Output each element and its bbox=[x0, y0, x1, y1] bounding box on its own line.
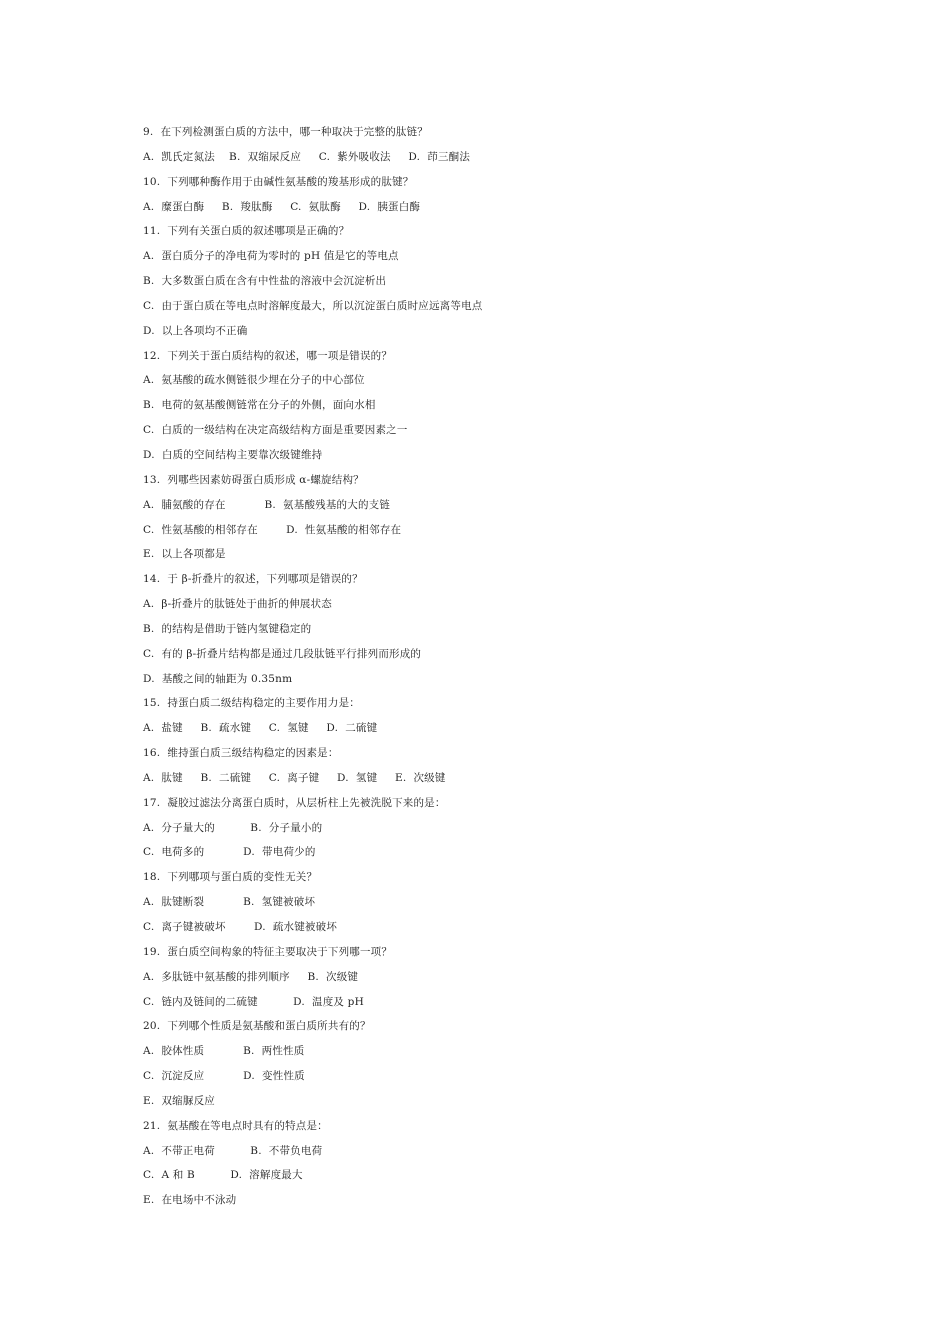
option-line: C. A 和 B D. 溶解度最大 bbox=[143, 1169, 303, 1182]
option-line: C. 离子键被破坏 D. 疏水键被破坏 bbox=[143, 921, 338, 933]
option-line: B. 电荷的氨基酸侧链常在分子的外侧，面向水相 bbox=[143, 399, 376, 412]
option-line: C. 沉淀反应 D. 变性性质 bbox=[143, 1070, 305, 1083]
question-line: 13. 列哪些因素妨碍蛋白质形成 α-螺旋结构？ bbox=[143, 473, 364, 486]
option-line: E. 双缩脲反应 bbox=[143, 1094, 215, 1107]
question-line: 10. 下列哪种酶作用于由碱性氨基酸的羧基形成的肽键？ bbox=[143, 175, 414, 188]
option-line: E. 以上各项都是 bbox=[143, 548, 226, 561]
option-line: A. 肽键 B. 二硫键 C. 离子键 D. 氢键 E. 次级键 bbox=[143, 771, 446, 784]
option-line: A. β-折叠片的肽链处于曲折的伸展状态 bbox=[143, 598, 332, 611]
question-line: 19. 蛋白质空间构象的特征主要取决于下列哪一项？ bbox=[143, 945, 393, 958]
option-line: C. 链内及链间的二硫键 D. 温度及 pH bbox=[143, 995, 364, 1008]
option-line: E. 在电场中不泳动 bbox=[143, 1194, 237, 1207]
option-line: A. 糜蛋白酶 B. 羧肽酶 C. 氨肽酶 D. 胰蛋白酶 bbox=[143, 200, 421, 213]
option-line: A. 分子量大的 B. 分子量小的 bbox=[143, 821, 323, 834]
option-line: B. 大多数蛋白质在含有中性盐的溶液中会沉淀析出 bbox=[143, 275, 387, 288]
option-line: D. 以上各项均不正确 bbox=[143, 324, 248, 337]
option-line: A. 盐键 B. 疏水键 C. 氢键 D. 二硫键 bbox=[143, 722, 378, 735]
option-line: C. 电荷多的 D. 带电荷少的 bbox=[143, 846, 316, 859]
option-line: A. 脯氨酸的存在 B. 氨基酸残基的大的支链 bbox=[143, 498, 391, 511]
option-line: D. 白质的空间结构主要靠次级键维持 bbox=[143, 448, 323, 461]
question-line: 9. 在下列检测蛋白质的方法中，哪一种取决于完整的肽链？ bbox=[143, 126, 428, 138]
question-line: 21. 氨基酸在等电点时具有的特点是： bbox=[143, 1119, 328, 1132]
option-line: C. 有的 β-折叠片结构都是通过几段肽链平行排列而形成的 bbox=[143, 647, 422, 660]
question-line: 17. 凝胶过滤法分离蛋白质时，从层析柱上先被洗脱下来的是： bbox=[143, 796, 446, 809]
option-line: A. 蛋白质分子的净电荷为零时的 pH 值是它的等电点 bbox=[143, 250, 399, 263]
option-line: A. 肽键断裂 B. 氢键被破坏 bbox=[143, 896, 316, 909]
question-line: 18. 下列哪项与蛋白质的变性无关？ bbox=[143, 871, 318, 884]
question-line: 14. 于 β-折叠片的叙述，下列哪项是错误的？ bbox=[143, 573, 363, 586]
question-line: 12. 下列关于蛋白质结构的叙述，哪一项是错误的？ bbox=[143, 349, 393, 362]
option-line: B. 的结构是借助于链内氢键稳定的 bbox=[143, 622, 312, 635]
document-body bbox=[143, 124, 903, 1217]
option-line: A. 氨基酸的疏水侧链很少埋在分子的中心部位 bbox=[143, 374, 365, 387]
question-line: 15. 持蛋白质二级结构稳定的主要作用力是： bbox=[143, 697, 360, 710]
question-line: 16. 维持蛋白质三级结构稳定的因素是： bbox=[143, 747, 339, 760]
option-line: D. 基酸之间的轴距为 0.35nm bbox=[143, 672, 293, 685]
question-line: 20. 下列哪个性质是氨基酸和蛋白质所共有的？ bbox=[143, 1020, 371, 1033]
option-line: C. 白质的一级结构在决定高级结构方面是重要因素之一 bbox=[143, 424, 408, 437]
question-line: 11. 下列有关蛋白质的叙述哪项是正确的？ bbox=[143, 225, 350, 238]
option-line: A. 胶体性质 B. 两性性质 bbox=[143, 1045, 305, 1058]
option-line: A. 凯氏定氮法 B. 双缩尿反应 C. 紫外吸收法 D. 茚三酮法 bbox=[143, 150, 471, 163]
option-line: C. 由于蛋白质在等电点时溶解度最大，所以沉淀蛋白质时应远离等电点 bbox=[143, 299, 483, 312]
option-line: A. 不带正电荷 B. 不带负电荷 bbox=[143, 1144, 323, 1157]
option-line: C. 性氨基酸的相邻存在 D. 性氨基酸的相邻存在 bbox=[143, 523, 402, 536]
option-line: A. 多肽链中氨基酸的排列顺序 B. 次级键 bbox=[143, 970, 359, 983]
